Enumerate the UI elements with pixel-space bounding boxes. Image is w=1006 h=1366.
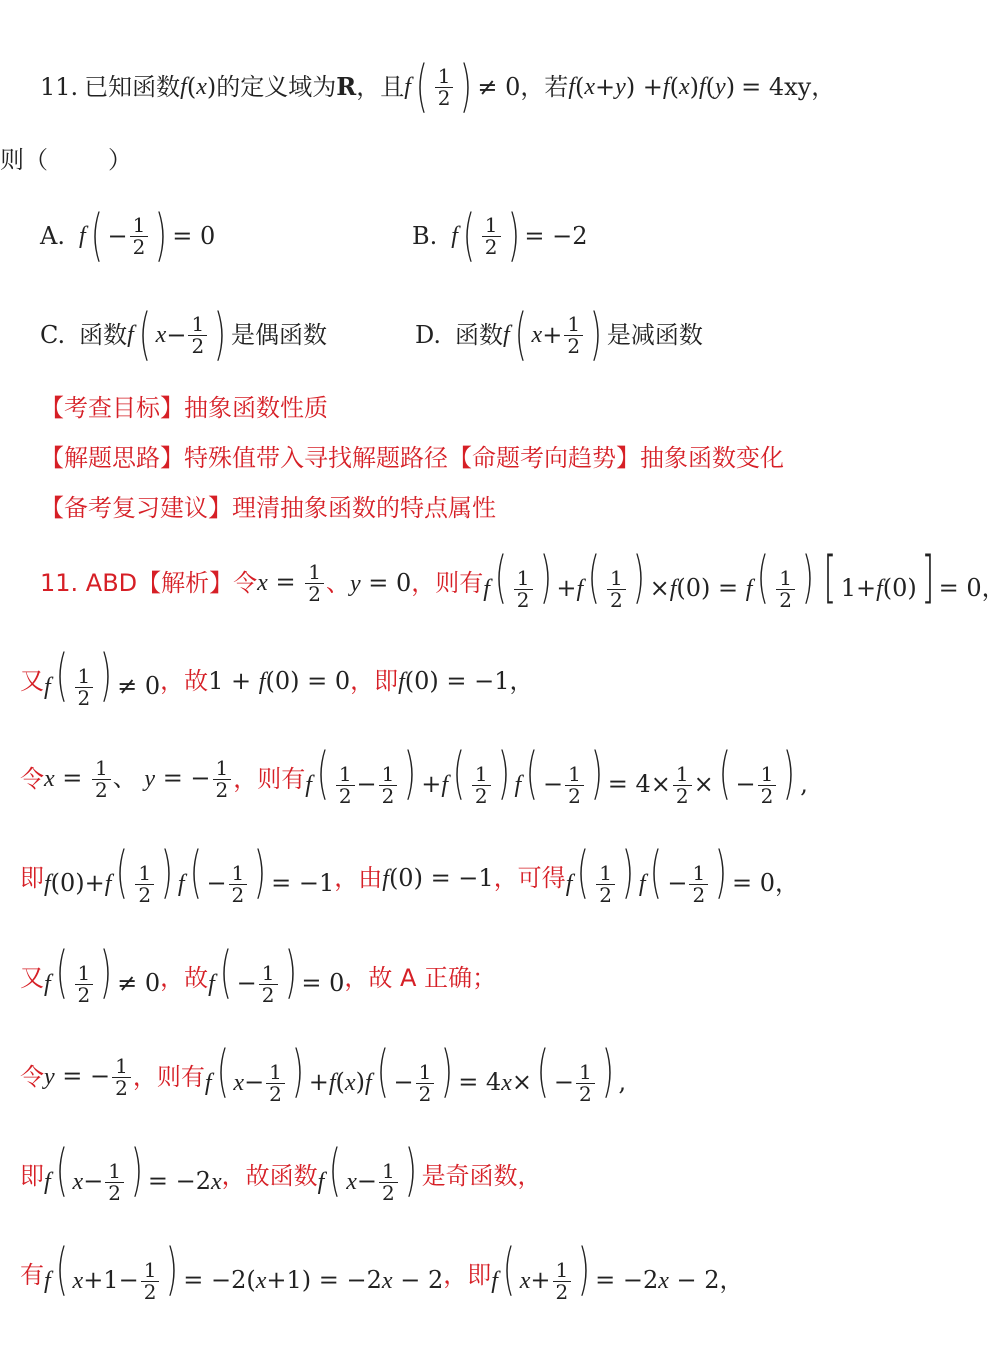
tag-goal: 【考查目标】抽象函数性质 — [40, 394, 328, 422]
option-b: B. f ( $\frac{1}{2}$ ) = −2 — [412, 202, 588, 268]
option-d: D. 函数 f ( x + $\frac{1}{2}$ ) 是减函数 — [415, 301, 703, 367]
solution-line-2: 又 f( $\frac{1}{2}$ ) ≠ 0 ，故 1 + f(0) = 0 ，即 f(0) = −1， — [20, 642, 534, 710]
solution-line-7: 即 f( x− $\frac{1}{2}$ ) = −2x ，故函数 f( x− $\frac{1}{2}$ ) 是奇函数， — [20, 1137, 542, 1205]
option-a: A. f ( − $\frac{1}{2}$ ) = 0 — [40, 202, 216, 268]
solution-line-1: 11. ABD【解析】 令 x = $\frac{1}{2}$ 、 y = 0 ，则有 f( $\frac{1}{2}$ ) +f( $\frac{1}{2}$ ) ×f(0) = f( $\frac{1}{2}$ ) [ 1+f(0)] = 0， — [40, 544, 1006, 612]
domain-symbol: R — [336, 72, 357, 101]
solution-line-6: 令 y = − $\frac{1}{2}$ ，则有 f( x− $\frac{1}{2}$ ) +f(x)f( − $\frac{1}{2}$ ) = 4x×( − $\frac{1}{2}$ ) , — [20, 1038, 627, 1106]
solution-line-3: 令 x = $\frac{1}{2}$ 、 y = − $\frac{1}{2}$ ，则有 f( $\frac{1}{2}$ − $\frac{1}{2}$ ) +f( $\frac{1}{2}$ ) f( − $\frac{1}{2}$ ) = 4× $\frac{1}{2}$ ×( − $\frac{1}{2}$ ) , — [20, 740, 808, 808]
solution-line-4: 即 f(0)+f( $\frac{1}{2}$ ) f( − $\frac{1}{2}$ ) = −1 ，由 f(0) = −1 ，可得 f( $\frac{1}{2}$ ) f( − $\frac{1}{2}$ ) = 0， — [20, 839, 800, 907]
question-number: 11. — [40, 73, 79, 101]
tag-advice: 【备考复习建议】理清抽象函数的特点属性 — [40, 494, 496, 522]
question-stem: 11. 已知函数 f ( x ) 的定义域为 R ，且 f ( $\frac{1}{2}$ ) ≠ 0 ，若 f ( x + y ) + f ( x ) f ( y ) = 4xy ， — [40, 53, 836, 119]
question-blank: 则（ ） — [0, 146, 132, 174]
solution-line-5: 又 f( $\frac{1}{2}$ ) ≠ 0 ，故 f( − $\frac{1}{2}$ ) = 0 ，故 A 正确； — [20, 939, 497, 1007]
equation-rhs: = 4xy — [741, 73, 812, 101]
tag-approach: 【解题思路】特殊值带入寻找解题路径【命题考向趋势】抽象函数变化 — [40, 444, 784, 472]
answer-head: 11. ABD【解析】 — [40, 569, 234, 597]
option-c: C. 函数 f ( x − $\frac{1}{2}$ ) 是偶函数 — [40, 301, 328, 367]
solution-line-8: 有 f( x+1− $\frac{1}{2}$ ) = −2(x+1) = −2x − 2 ，即 f( x+ $\frac{1}{2}$ ) = −2x − 2， — [20, 1236, 744, 1304]
